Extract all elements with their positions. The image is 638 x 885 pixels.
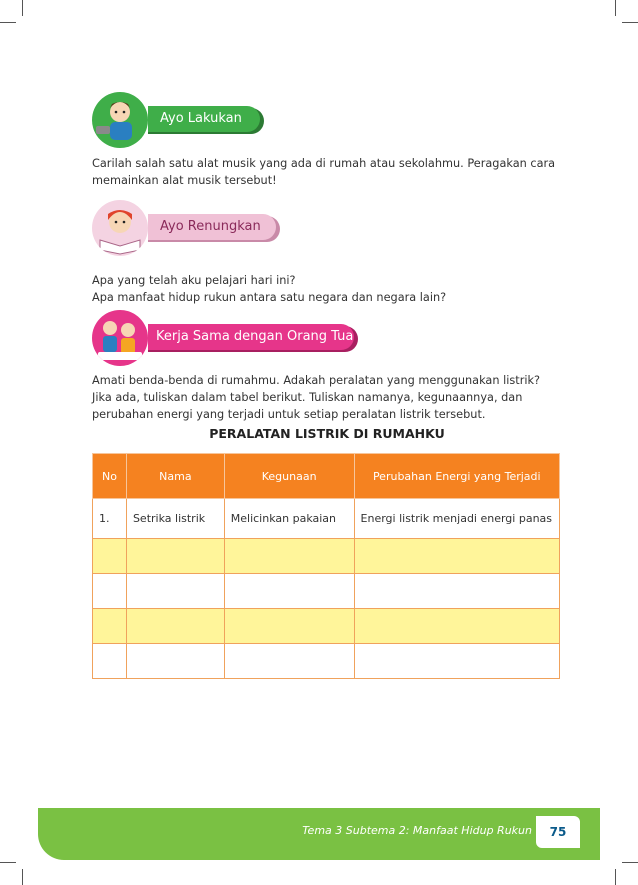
- table-cell[interactable]: [224, 539, 354, 574]
- table-cell[interactable]: [93, 574, 127, 609]
- crop-mark: [0, 22, 16, 23]
- page-number: 75: [534, 814, 582, 850]
- table-cell[interactable]: [354, 609, 559, 644]
- table-row: [93, 609, 560, 644]
- table-cell: 1.: [93, 499, 127, 539]
- table-header-row: [93, 454, 560, 499]
- ayo-lakukan-text: Carilah salah satu alat musik yang ada di rumah atau sekolahmu. Peragakan cara memainkan alat musik tersebut!: [92, 157, 556, 187]
- table-cell[interactable]: [354, 644, 559, 679]
- crop-mark: [615, 869, 616, 885]
- crop-mark: [0, 862, 16, 863]
- table-cell[interactable]: [354, 574, 559, 609]
- kerja-sama-header: [90, 310, 370, 350]
- table-cell: Energi listrik menjadi energi panas: [354, 499, 559, 539]
- page-footer: [38, 808, 600, 860]
- crop-mark: [22, 0, 23, 16]
- header-no: No: [93, 454, 127, 499]
- table-cell: Melicinkan pakaian: [224, 499, 354, 539]
- table-title: PERALATAN LISTRIK DI RUMAHKU: [209, 426, 445, 441]
- header-perubahan-energi: Perubahan Energi yang Terjadi: [354, 454, 559, 499]
- table-cell: Setrika listrik: [126, 499, 224, 539]
- family-illustration-icon: [92, 310, 148, 366]
- table-cell[interactable]: [126, 539, 224, 574]
- table-row: [93, 644, 560, 679]
- table-row: [93, 539, 560, 574]
- table-row: [93, 574, 560, 609]
- table-cell[interactable]: [224, 609, 354, 644]
- table-cell[interactable]: [224, 574, 354, 609]
- table-cell[interactable]: [93, 609, 127, 644]
- table-cell[interactable]: [224, 644, 354, 679]
- crop-mark: [622, 22, 638, 23]
- ayo-lakukan-header: [90, 94, 270, 134]
- table-cell[interactable]: [126, 574, 224, 609]
- electric-appliances-table: [92, 453, 560, 679]
- ayo-renungkan-text: Apa yang telah aku pelajari hari ini? Apa manfaat hidup rukun antara satu negara dan negara lain?: [92, 274, 447, 304]
- crop-mark: [22, 869, 23, 885]
- footer-theme-text: Tema 3 Subtema 2: Manfaat Hidup Rukun: [302, 824, 532, 837]
- table-cell[interactable]: [354, 539, 559, 574]
- ayo-renungkan-header: [90, 200, 290, 240]
- table-cell[interactable]: [93, 539, 127, 574]
- table-cell[interactable]: [126, 609, 224, 644]
- crop-mark: [622, 862, 638, 863]
- header-kegunaan: Kegunaan: [224, 454, 354, 499]
- kerja-sama-text: Amati benda-benda di rumahmu. Adakah peralatan yang menggunakan listrik? Jika ada, tuliskan dalam tabel berikut. Tuliskan namanya, kegunaannya, dan perubahan energi yang terjadi untuk setiap peralatan listrik tersebut.: [92, 374, 541, 421]
- table-cell[interactable]: [126, 644, 224, 679]
- crop-mark: [615, 0, 616, 16]
- ayo-lakukan-label: Ayo Lakukan: [148, 106, 260, 132]
- table-row: [93, 499, 560, 539]
- ayo-renungkan-label: Ayo Renungkan: [148, 214, 276, 240]
- child-reading-illustration-icon: [92, 200, 148, 256]
- kerja-sama-label: Kerja Sama dengan Orang Tua: [148, 324, 354, 350]
- child-playing-illustration-icon: [92, 92, 148, 148]
- header-nama: Nama: [126, 454, 224, 499]
- table-cell[interactable]: [93, 644, 127, 679]
